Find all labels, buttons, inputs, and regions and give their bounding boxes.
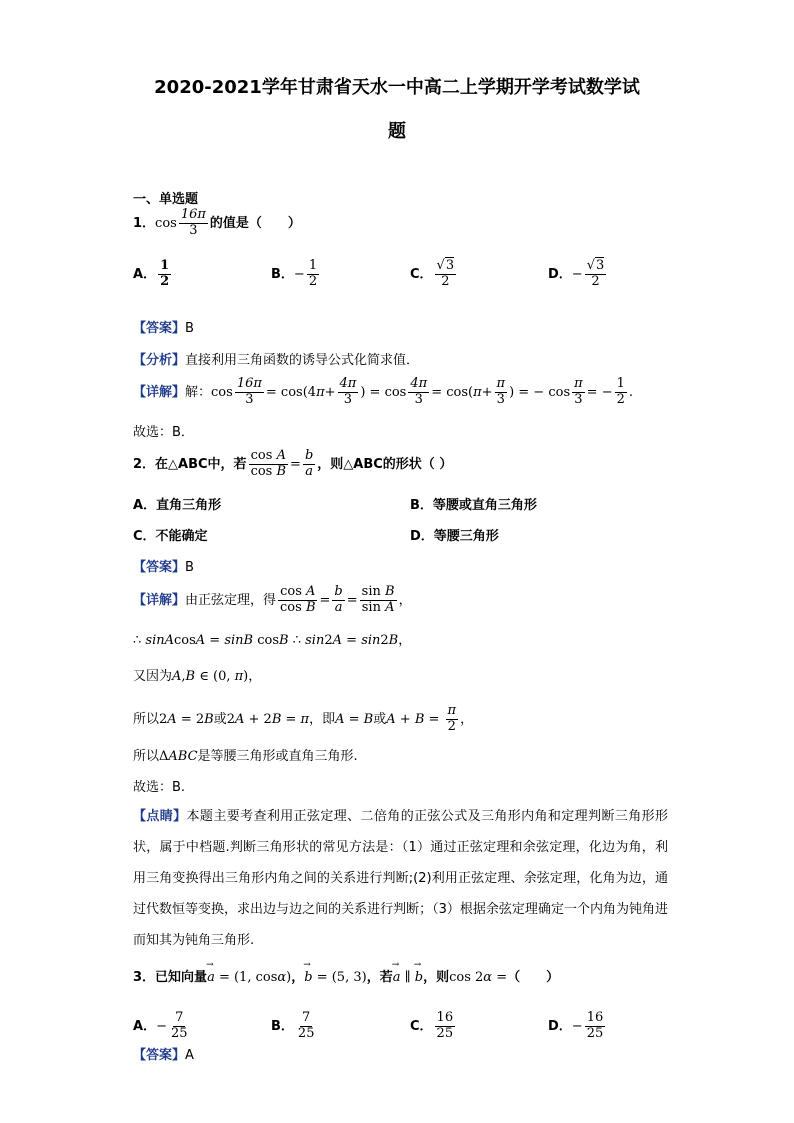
q1-detail: 【详解】解：cos $\frac{16\pi}{3}$ = cos(4π+ $\frac{4\pi}{3}$ ) = cos $\frac{4\pi}{3}$ = cos(π+ $\frac{\pi}{3}$ ) = − cos $\frac{\pi}{3}$ = − $\frac{1}{2}$ . bbox=[133, 376, 634, 407]
q3-option-b: B． $\frac{7}{25}$ bbox=[271, 1010, 315, 1041]
q3-option-d: D．− $\frac{16}{25}$ bbox=[548, 1010, 604, 1041]
q1-option-b: B．− $\frac{1}{2}$ bbox=[271, 258, 318, 289]
q1-number: 1． bbox=[133, 215, 156, 231]
q2-step-2: 又因为A,B ∈ (0, π)， bbox=[133, 669, 262, 684]
q1-result: 故选：B． bbox=[133, 425, 194, 440]
question-1 bbox=[133, 208, 301, 239]
q1-cos: cos bbox=[155, 215, 177, 231]
q2-answer: 【答案】B bbox=[133, 560, 194, 575]
q2-option-c: C．不能确定 bbox=[133, 529, 208, 544]
page-title: 2020-2021学年甘肃省天水一中高二上学期开学考试数学试 bbox=[154, 77, 640, 98]
q1-option-d: D．− $\frac{√3}{2}$ bbox=[548, 258, 605, 289]
q2-step-4: 所以ΔABC是等腰三角形或直角三角形. bbox=[133, 749, 358, 764]
q3-option-c: C． $\frac{16}{25}$ bbox=[410, 1010, 454, 1041]
q2-step-3: 所以2A = 2B或2A + 2B = π，即A = B或A + B = $\frac{\pi}{2}$ ， bbox=[133, 703, 474, 734]
q1-option-c: C． $\frac{√3}{2}$ bbox=[410, 258, 455, 289]
question-3: 3．已知向量→ a = (1, cosα)，→ b = (5, 3)，若→ a ∥ → b，则cos 2α =（ ） bbox=[133, 966, 559, 985]
question-2: 2．在△ABC中，若 $\frac{\text{cos A}}{\text{cos B}}$ = $\frac{b}{a}$ ，则△ABC的形状（ ） bbox=[133, 448, 453, 479]
q1-option-a: A． $\frac{1}{2}$ bbox=[133, 258, 170, 289]
page-title-cont: 题 bbox=[388, 121, 406, 142]
section-heading: 一、单选题 bbox=[133, 192, 199, 207]
q2-comment: 【点睛】本题主要考查利用正弦定理、二倍角的正弦公式及三角形内角和定理判断三角形形状，属于中档题.判断三角形状的常见方法是：（1）通过正弦定理和余弦定理，化边为角，利用三角变换得出三角形内角之间的关系进行判断;(2)利用正弦定理、余弦定理，化角为边，通过代数恒等变换，求出边与边之间的关系进行判断；（3）根据余弦定理确定一个内角为钝角进而知其为钝角三角形. bbox=[133, 809, 668, 948]
q2-option-a: A．直角三角形 bbox=[133, 498, 222, 513]
q3-answer: 【答案】A bbox=[133, 1048, 194, 1063]
q1-fraction: $\frac{16\pi}{3}$ bbox=[180, 207, 206, 238]
q2-option-b: B．等腰或直角三角形 bbox=[410, 498, 537, 513]
q2-result: 故选：B. bbox=[133, 780, 186, 795]
q2-option-d: D．等腰三角形 bbox=[410, 529, 499, 544]
q1-tail: 的值是（ ） bbox=[209, 215, 301, 231]
q3-option-a: A．− $\frac{7}{25}$ bbox=[133, 1010, 188, 1041]
q1-answer: 【答案】B bbox=[133, 321, 194, 336]
q1-analysis: 【分析】直接利用三角函数的诱导公式化简求值． bbox=[133, 353, 420, 368]
q2-detail: 【详解】由正弦定理，得 $\frac{\text{cos A}}{\text{cos B}}$ = $\frac{b}{a}$ = $\frac{\text{sin B}}{\text{sin A}}$ ， bbox=[133, 584, 412, 615]
q2-step-1: ∴ sinAcosA = sinB cosB ∴ sin2A = sin2B， bbox=[133, 633, 412, 648]
